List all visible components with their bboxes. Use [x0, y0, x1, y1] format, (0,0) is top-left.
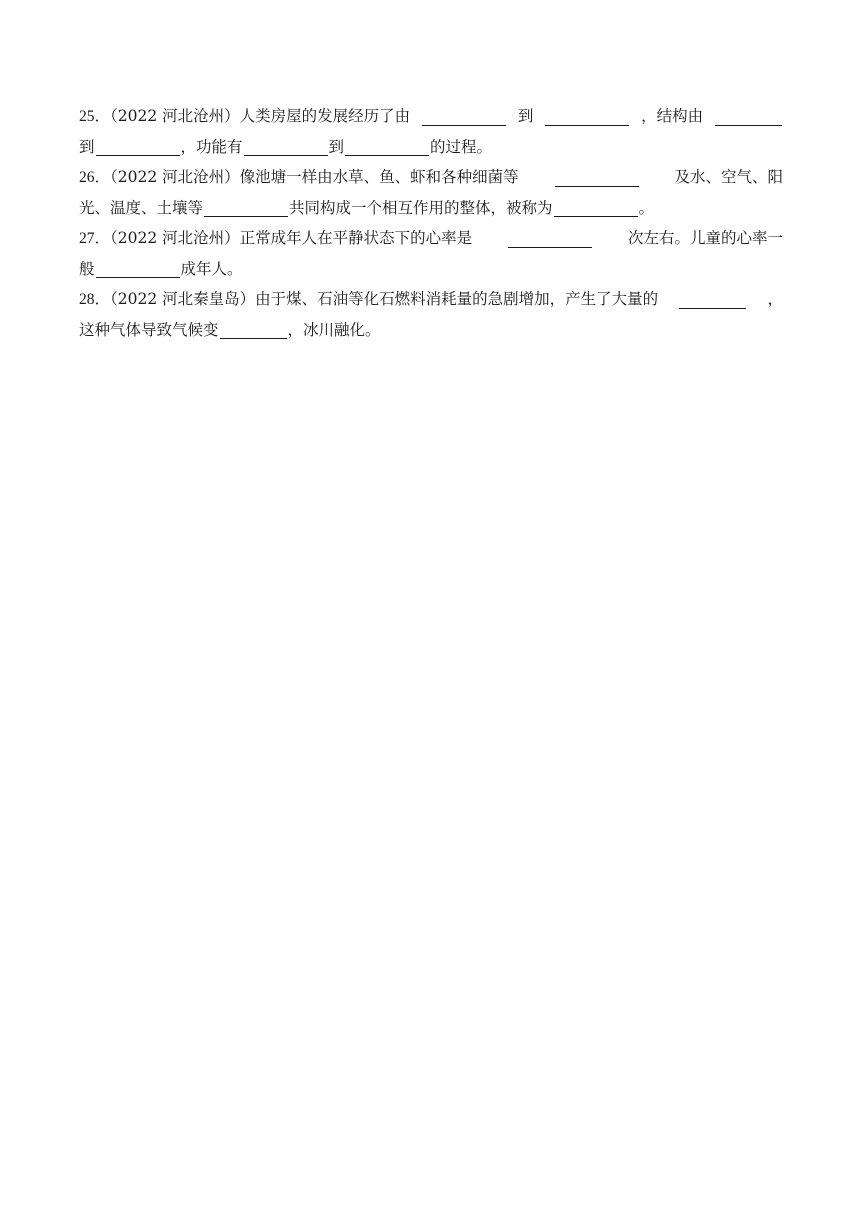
- question-25-text: 到: [328, 137, 345, 156]
- question-25-text: 到: [517, 107, 534, 125]
- answer-blank[interactable]: [422, 107, 506, 126]
- question-28-number: 28．: [79, 290, 111, 308]
- question-26-text: 光、温度、土壤等: [79, 198, 204, 217]
- answer-blank[interactable]: [508, 229, 592, 248]
- answer-blank[interactable]: [204, 198, 288, 217]
- question-27-text: 正常成年人在平静状态下的心率是: [239, 228, 473, 247]
- question-28-line-1: [79, 284, 783, 315]
- question-25-line-1: [79, 101, 783, 132]
- question-26-source: （2022 河北沧州）: [110, 167, 240, 186]
- answer-blank[interactable]: [96, 259, 180, 278]
- question-28-text: 由于煤、石油等化石燃料消耗量的急剧增加，产生了大量的: [255, 289, 659, 308]
- question-25-number: 25．: [79, 107, 111, 125]
- answer-blank[interactable]: [244, 137, 328, 156]
- question-27-text: 次左右。儿童的心率一: [627, 229, 783, 247]
- question-27-number: 27．: [79, 229, 111, 247]
- question-25-text: 的过程。: [430, 137, 493, 156]
- answer-blank[interactable]: [345, 137, 429, 156]
- question-26-line-2: [79, 193, 783, 224]
- question-28-text: 这种气体导致气候变: [79, 320, 219, 339]
- fill-in-questions: [79, 101, 783, 345]
- question-25-text: ，结构由: [641, 107, 704, 125]
- question-28-line-2: [79, 315, 783, 346]
- question-26-text: 。: [638, 198, 655, 217]
- question-25-text: ，功能有: [180, 137, 243, 156]
- question-28-text: ，: [767, 290, 783, 308]
- question-26-number: 26．: [79, 168, 111, 186]
- question-27-line-1: [79, 223, 783, 254]
- answer-blank[interactable]: [555, 168, 639, 187]
- question-25-source: （2022 河北沧州）: [110, 106, 240, 125]
- question-27-line-2: [79, 254, 783, 285]
- answer-blank[interactable]: [554, 198, 638, 217]
- answer-blank[interactable]: [715, 107, 782, 126]
- question-28-text: ，冰川融化。: [287, 320, 381, 339]
- question-27-text: 般: [79, 259, 95, 278]
- question-25-text: 到: [79, 137, 95, 156]
- question-26-text: 像池塘一样由水草、鱼、虾和各种细菌等: [239, 167, 519, 186]
- question-28-source: （2022 河北秦皇岛）: [110, 289, 256, 308]
- answer-blank[interactable]: [545, 107, 629, 126]
- question-25-line-2: [79, 132, 783, 163]
- answer-blank[interactable]: [679, 290, 746, 309]
- answer-blank[interactable]: [220, 320, 287, 339]
- question-27-text: 成年人。: [180, 259, 243, 278]
- question-27-source: （2022 河北沧州）: [110, 228, 240, 247]
- question-26-text: 及水、空气、阳: [674, 168, 783, 186]
- question-25-text: 人类房屋的发展经历了由: [239, 106, 411, 125]
- answer-blank[interactable]: [96, 137, 180, 156]
- question-26-line-1: [79, 162, 783, 193]
- question-26-text: 共同构成一个相互作用的整体，被称为: [289, 198, 553, 217]
